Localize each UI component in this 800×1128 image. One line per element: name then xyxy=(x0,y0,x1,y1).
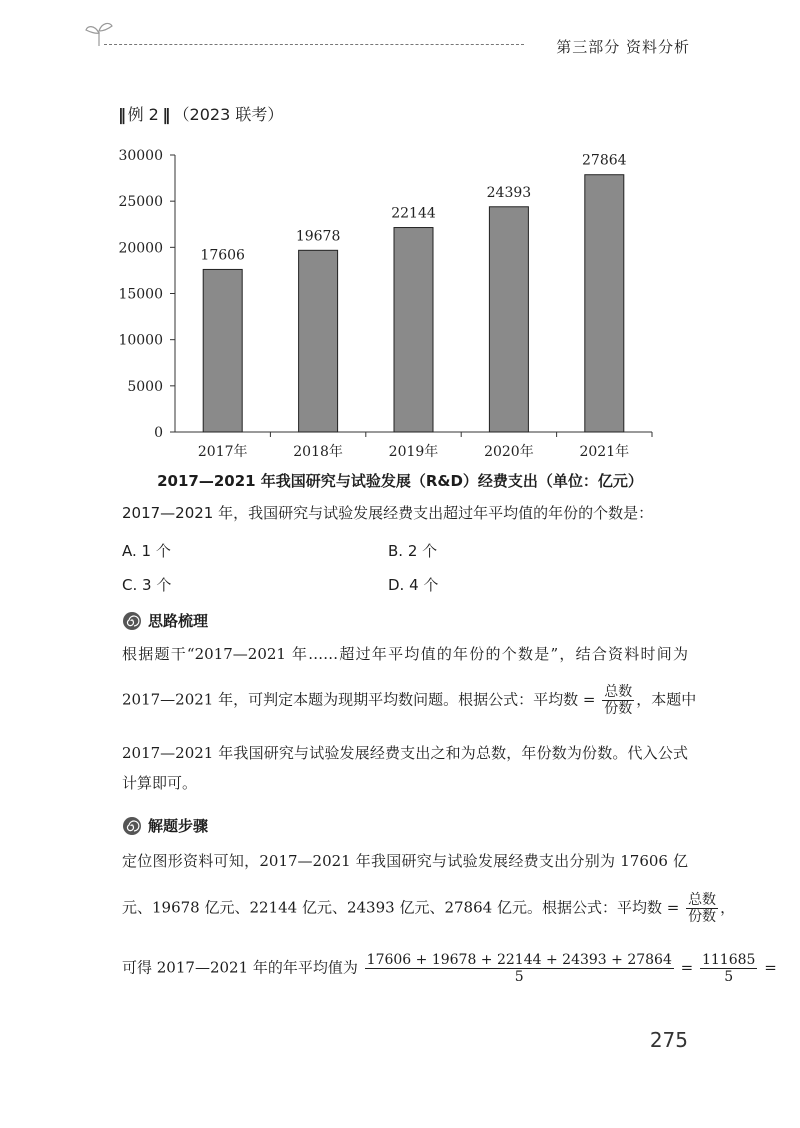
data-label: 24393 xyxy=(486,184,532,201)
formula-fraction xyxy=(686,892,718,925)
fraction-numerator: 总数 xyxy=(604,684,633,700)
solution-heading xyxy=(122,815,208,836)
data-label: 19678 xyxy=(295,228,341,245)
analysis-line-1: 根据题干“2017—2021 年……超过年平均值的年份的个数是”，结合资料时间为 xyxy=(122,645,688,663)
solution-line-1: 定位图形资料可知，2017—2021 年我国研究与试验发展经费支出分别为 17606 亿 xyxy=(122,852,688,870)
solution-line-2-a: 元、19678 亿元、22144 亿元、24393 亿元、27864 亿元。根据公式：平均数 = xyxy=(122,898,685,917)
data-label: 17606 xyxy=(200,247,245,264)
x-tick-label: 2017年 xyxy=(197,444,248,460)
example-bracket-open: ‖ xyxy=(118,105,128,124)
equals-sign: = xyxy=(675,958,698,977)
analysis-heading xyxy=(122,610,208,631)
page-number: 275 xyxy=(649,1028,688,1052)
bar xyxy=(394,228,433,432)
y-tick-label: 5000 xyxy=(127,378,163,395)
example-source: （2023 联考） xyxy=(173,105,284,124)
data-label: 27864 xyxy=(582,152,627,169)
option-c: C. 3 个 xyxy=(122,576,172,594)
analysis-line-2-b: ，本题中 xyxy=(636,690,697,709)
analysis-line-3: 2017—2021 年我国研究与试验发展经费支出之和为总数，年份数为份数。代入公式 xyxy=(122,744,688,762)
solution-heading-text: 解题步骤 xyxy=(148,817,209,835)
data-label: 22144 xyxy=(391,205,436,222)
fraction-denominator: 份数 xyxy=(688,909,717,926)
bar xyxy=(299,250,338,432)
option-d: D. 4 个 xyxy=(388,576,439,594)
example-bracket-close: ‖ xyxy=(158,105,169,124)
header-rule xyxy=(104,44,524,45)
option-a: A. 1 个 xyxy=(122,542,171,560)
question-text: 2017—2021 年，我国研究与试验发展经费支出超过年平均值的年份的个数是： xyxy=(122,504,654,522)
solution-line-2-b: ， xyxy=(720,898,736,917)
formula-fraction xyxy=(602,684,634,717)
solution-line-2 xyxy=(122,892,735,925)
analysis-line-4: 计算即可。 xyxy=(122,774,198,792)
fraction-numerator: 总数 xyxy=(688,892,717,908)
header-title: 第三部分 资料分析 xyxy=(556,38,690,56)
spiral-icon xyxy=(122,816,142,836)
x-tick-label: 2021年 xyxy=(579,444,630,460)
bar xyxy=(489,207,528,432)
bar-chart xyxy=(100,140,680,465)
chart-title: 2017—2021 年我国研究与试验发展（R&D）经费支出（单位：亿元） xyxy=(157,472,643,490)
analysis-line-2-a: 2017—2021 年，可判定本题为现期平均数问题。根据公式：平均数 = xyxy=(122,690,601,709)
analysis-line-2 xyxy=(122,684,696,717)
solution-line-3 xyxy=(122,952,777,985)
equals-sign-trailing: = xyxy=(759,958,777,977)
y-tick-label: 25000 xyxy=(118,194,163,211)
example-number: 例 2 xyxy=(127,105,159,124)
spiral-icon xyxy=(122,611,142,631)
x-tick-label: 2020年 xyxy=(484,444,534,460)
fraction-denominator: 份数 xyxy=(604,701,633,718)
x-tick-label: 2019年 xyxy=(388,444,439,460)
total-numerator: 111685 xyxy=(701,952,756,968)
sum-fraction xyxy=(365,952,674,985)
example-label xyxy=(118,102,283,125)
sum-numerator: 17606 + 19678 + 22144 + 24393 + 27864 xyxy=(366,952,672,968)
bar xyxy=(203,269,242,432)
solution-line-3-a: 可得 2017—2021 年的年平均值为 xyxy=(122,958,363,977)
total-denominator: 5 xyxy=(724,969,734,986)
bar xyxy=(585,175,624,432)
y-tick-label: 20000 xyxy=(118,240,163,257)
y-tick-label: 10000 xyxy=(118,332,163,349)
y-tick-label: 0 xyxy=(154,425,163,441)
analysis-heading-text: 思路梳理 xyxy=(148,612,209,630)
option-b: B. 2 个 xyxy=(388,542,438,560)
total-fraction xyxy=(700,952,757,985)
y-tick-label: 30000 xyxy=(118,148,163,164)
sum-denominator: 5 xyxy=(514,969,524,986)
y-tick-label: 15000 xyxy=(118,286,163,303)
x-tick-label: 2018年 xyxy=(293,444,343,460)
